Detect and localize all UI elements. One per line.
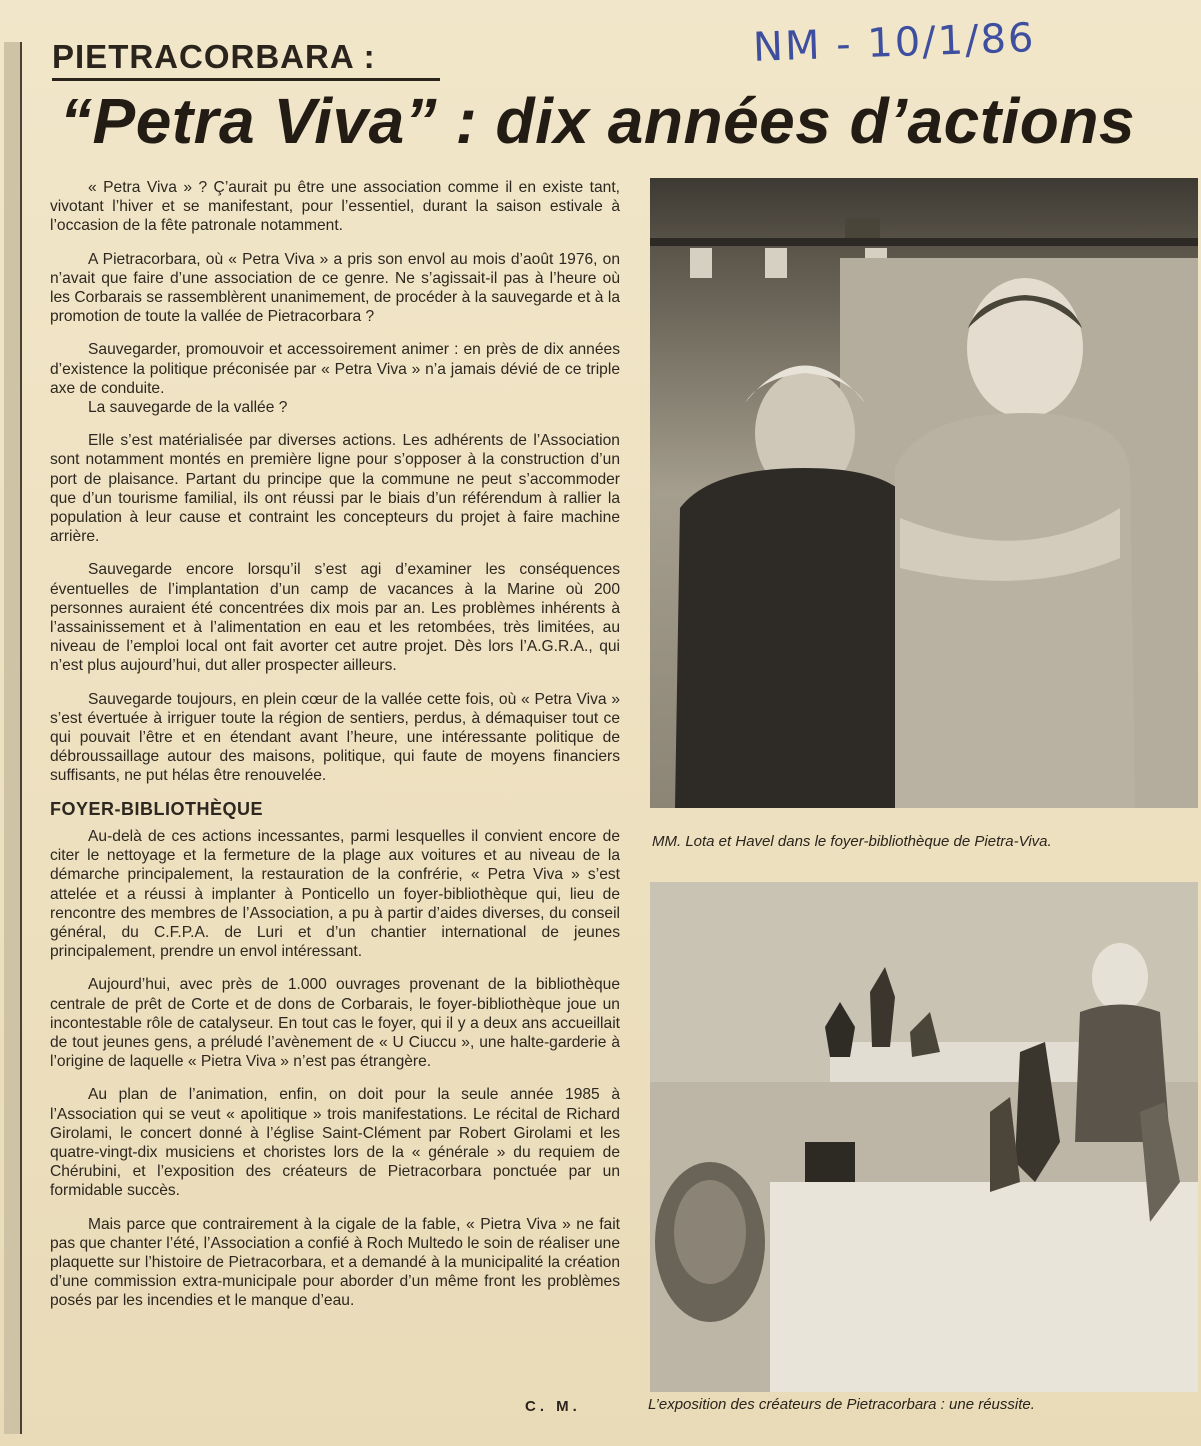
photo-two-men-illustration — [650, 178, 1198, 808]
photo-caption-2: L’exposition des créateurs de Pietracorbara : une réussite. — [648, 1396, 1035, 1413]
paragraph: Au plan de l’animation, enfin, on doit pour la seule année 1985 à l’Association qui se veut « apolitique » trois manifestations. Le récital de Richard Girolami, le concert donné à l’église Saint-Clément par Robert Girolami et les quatre-vingt-dix musiciens et choristes lors de la « générale » du requiem de Chérubini, et l’exposition des créateurs de Pietracorbara ponctuée par un formidable succès. — [50, 1086, 620, 1200]
paragraph: Sauvegarder, promouvoir et accessoirement animer : en près de dix années d’existence la politique préconisée par « Petra Viva » n’a jamais dévié de ce triple axe de conduite. — [50, 341, 620, 397]
photo-caption-1: MM. Lota et Havel dans le foyer-bibliothèque de Pietra-Viva. — [652, 833, 1052, 850]
photo-exhibition — [650, 882, 1198, 1392]
paragraph: Elle s’est matérialisée par diverses actions. Les adhérents de l’Association sont notamment montés en première ligne pour s’opposer à la construction d’un port de plaisance. Partant du principe que la commune ne peut s’accommoder que d’un tourisme familial, ils ont réussi par le biais d’un référendum à rallier la population à leur cause et contraint les concepteurs du projet à faire machine arrière. — [50, 432, 620, 546]
author-signature: C. M. — [525, 1398, 581, 1415]
paragraph: Aujourd’hui, avec près de 1.000 ouvrages provenant de la bibliothèque centrale de prêt de Corte et de dons de Corbarais, le foyer-bibliothèque joue un incontestable rôle de catalyseur. En tout cas le foyer, qui il y a deux ans accueillait de tout jeunes gens, a préludé l’avènement de « U Ciuccu », une halte-garderie à l’origine de laquelle « Pietra Viva » n’est pas étrangère. — [50, 976, 620, 1071]
kicker-title: PIETRACORBARA : — [52, 38, 376, 75]
article-body — [50, 178, 620, 1325]
handwritten-date-note: NM - 10/1/86 — [752, 15, 1037, 71]
paragraph: A Pietracorbara, où « Petra Viva » a pris son envol au mois d’août 1976, on n’avait que faire d’une association de ce genre. Ne s’agissait-il pas à l’heure où les Corbarais se rassemblèrent unanimement, de procéder à la sauvegarde et à la promotion de toute la vallée de Pietracorbara ? — [50, 250, 620, 326]
paragraph: Au-delà de ces actions incessantes, parmi lesquelles il convient encore de citer le nettoyage et la fermeture de la plage aux voitures et au niveau de la démarche principalement, la restauration de la confrérie, « Petra Viva » s’est attelée et a réussi à implanter à Ponticello un foyer-bibliothèque qui, lieu de rencontre des membres de l’Association, a pu à partir d’aides diverses, du conseil général, du C.F.P.A. de Luri et d’un chantier international de jeunes principalement, prendre un envol intéressant. — [50, 827, 620, 961]
paragraph: La sauvegarde de la vallée ? — [88, 399, 288, 417]
paragraph: Sauvegarde encore lorsqu’il s’est agi d’examiner les conséquences éventuelles de l’implantation d’un camp de vacances à la Marine où 200 personnes auraient été concentrées dix mois par an. Les problèmes inhérents à l’assainissement et à l’alimentation en eau et les retombées, très limitées, au niveau de l’emploi local ont fait avorter cet autre projet. Dès lors l’A.G.R.A., qui n’est plus aujourd’hui, dut aller prospecter ailleurs. — [50, 561, 620, 675]
photo-exhibition-illustration — [650, 882, 1198, 1392]
subheading: FOYER-BIBLIOTHÈQUE — [50, 798, 264, 819]
photo-two-men — [650, 178, 1198, 808]
paragraph: Mais parce que contrairement à la cigale de la fable, « Pietra Viva » ne fait pas que chanter l’été, l’Association a confié à Roch Multedo le soin de réaliser une plaquette sur l’histoire de Pietracorbara, et a demandé à la municipalité la création d’une commission extra-municipale pour aborder d’un même front les problèmes posés par les incendies et le manque d’eau. — [50, 1215, 620, 1310]
paragraph: Sauvegarde toujours, en plein cœur de la vallée cette fois, où « Petra Viva » s’est évertuée à irriguer toute la région de sentiers, perdus, à démaquiser tout ce qui pouvait l’être et en étendant avant l’heure, une intéressante politique de débroussaillage autour des maisons, politique, qui faute de moyens financiers suffisants, ne put hélas être renouvelée. — [50, 690, 620, 785]
paragraph: « Petra Viva » ? Ç’aurait pu être une association comme il en existe tant, vivotant l’hiver et se manifestant, pour l’essentiel, durant la saison estivale à l’occasion de la fête patronale notamment. — [50, 179, 620, 235]
headline: “Petra Viva” : dix années d’actions — [60, 85, 1136, 157]
column-rule — [4, 42, 22, 1434]
kicker-underline — [52, 78, 440, 81]
